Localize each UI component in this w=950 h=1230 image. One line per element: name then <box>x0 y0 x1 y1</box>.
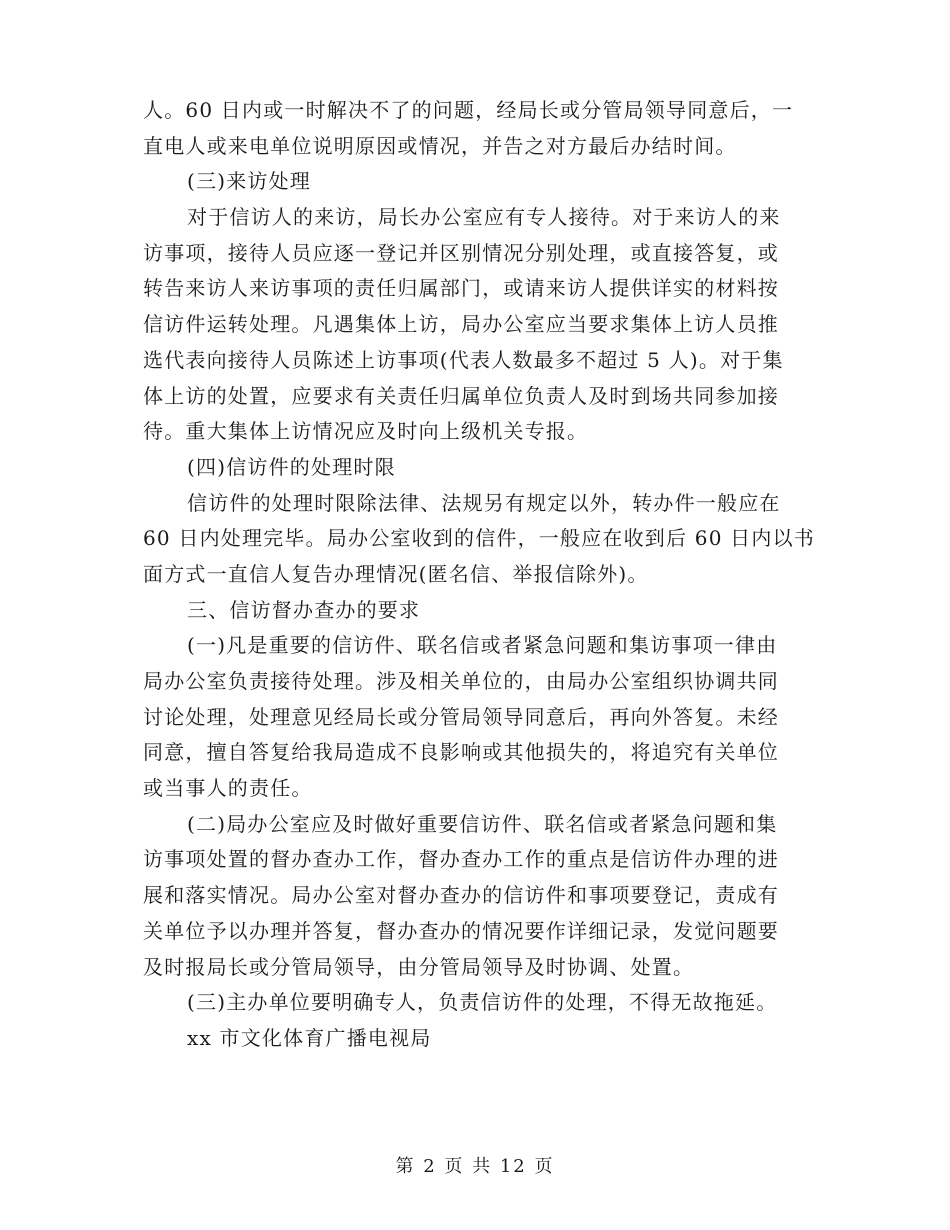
text-line: 直电人或来电单位说明原因或情况，并告之对方最后办结时间。 <box>143 133 737 158</box>
text-line: 同意，擅自答复给我局造成不良影响或其他损失的，将追究有关单位 <box>143 740 779 765</box>
text-line: 60 日内处理完毕。局办公室收到的信件，一般应在收到后 60 日内以书 <box>143 526 815 551</box>
text-line: 体上访的处置，应要求有关责任归属单位负责人及时到场共同参加接 <box>143 383 779 408</box>
text-line: 或当事人的责任。 <box>143 776 313 801</box>
text-line: 关单位予以办理并答复，督办查办的情况要作详细记录，发觉问题要 <box>143 918 779 943</box>
text-line: 对于信访人的来访，局长办公室应有专人接待。对于来访人的来 <box>187 205 781 230</box>
text-line: 待。重大集体上访情况应及时向上级机关专报。 <box>143 419 589 444</box>
text-line: 人。60 日内或一时解决不了的问题，经局长或分管局领导同意后，一 <box>143 98 794 122</box>
section-heading: (三)来访处理 <box>187 169 312 194</box>
text-line: 局办公室负责接待处理。涉及相关单位的，由局办公室组织协调共同 <box>143 669 779 693</box>
document-body <box>143 93 813 1057</box>
text-line: 及时报局长或分管局领导，由分管局领导及时协调、处置。 <box>143 954 695 979</box>
text-line: 信访件的处理时限除法律、法规另有规定以外，转办件一般应在 <box>187 490 781 515</box>
text-line: 讨论处理，处理意见经局长或分管局领导同意后，再向外答复。未经 <box>143 704 779 729</box>
page-footer: 第 2 页 共 12 页 <box>395 1156 555 1177</box>
text-line: (二)局办公室应及时做好重要信访件、联名信或者紧急问题和集 <box>187 811 778 836</box>
text-line: 转告来访人来访事项的责任归属部门，或请来访人提供详实的材料按 <box>143 276 779 301</box>
text-line: 选代表向接待人员陈述上访事项(代表人数最多不超过 5 人)。对于集 <box>143 347 784 372</box>
text-line: 信访件运转处理。凡遇集体上访，局办公室应当要求集体上访人员推 <box>143 312 779 337</box>
text-line: 访事项，接待人员应逐一登记并区别情况分别处理，或直接答复，或 <box>143 240 779 265</box>
text-line: (一)凡是重要的信访件、联名信或者紧急问题和集访事项一律由 <box>187 633 778 658</box>
text-line: 展和落实情况。局办公室对督办查办的信访件和事项要登记，责成有 <box>143 883 779 908</box>
text-line: 面方式一直信人复告办理情况(匿名信、举报信除外)。 <box>143 561 649 586</box>
section-heading: 三、信访督办查办的要求 <box>187 597 421 622</box>
text-line: 访事项处置的督办查办工作，督办查办工作的重点是信访件办理的进 <box>143 847 779 872</box>
text-line: (三)主办单位要明确专人，负责信访件的处理，不得无故拖延。 <box>187 990 778 1015</box>
section-heading: (四)信访件的处理时限 <box>187 454 396 479</box>
signature-organization: xx 市文化体育广播电视局 <box>187 1025 432 1050</box>
